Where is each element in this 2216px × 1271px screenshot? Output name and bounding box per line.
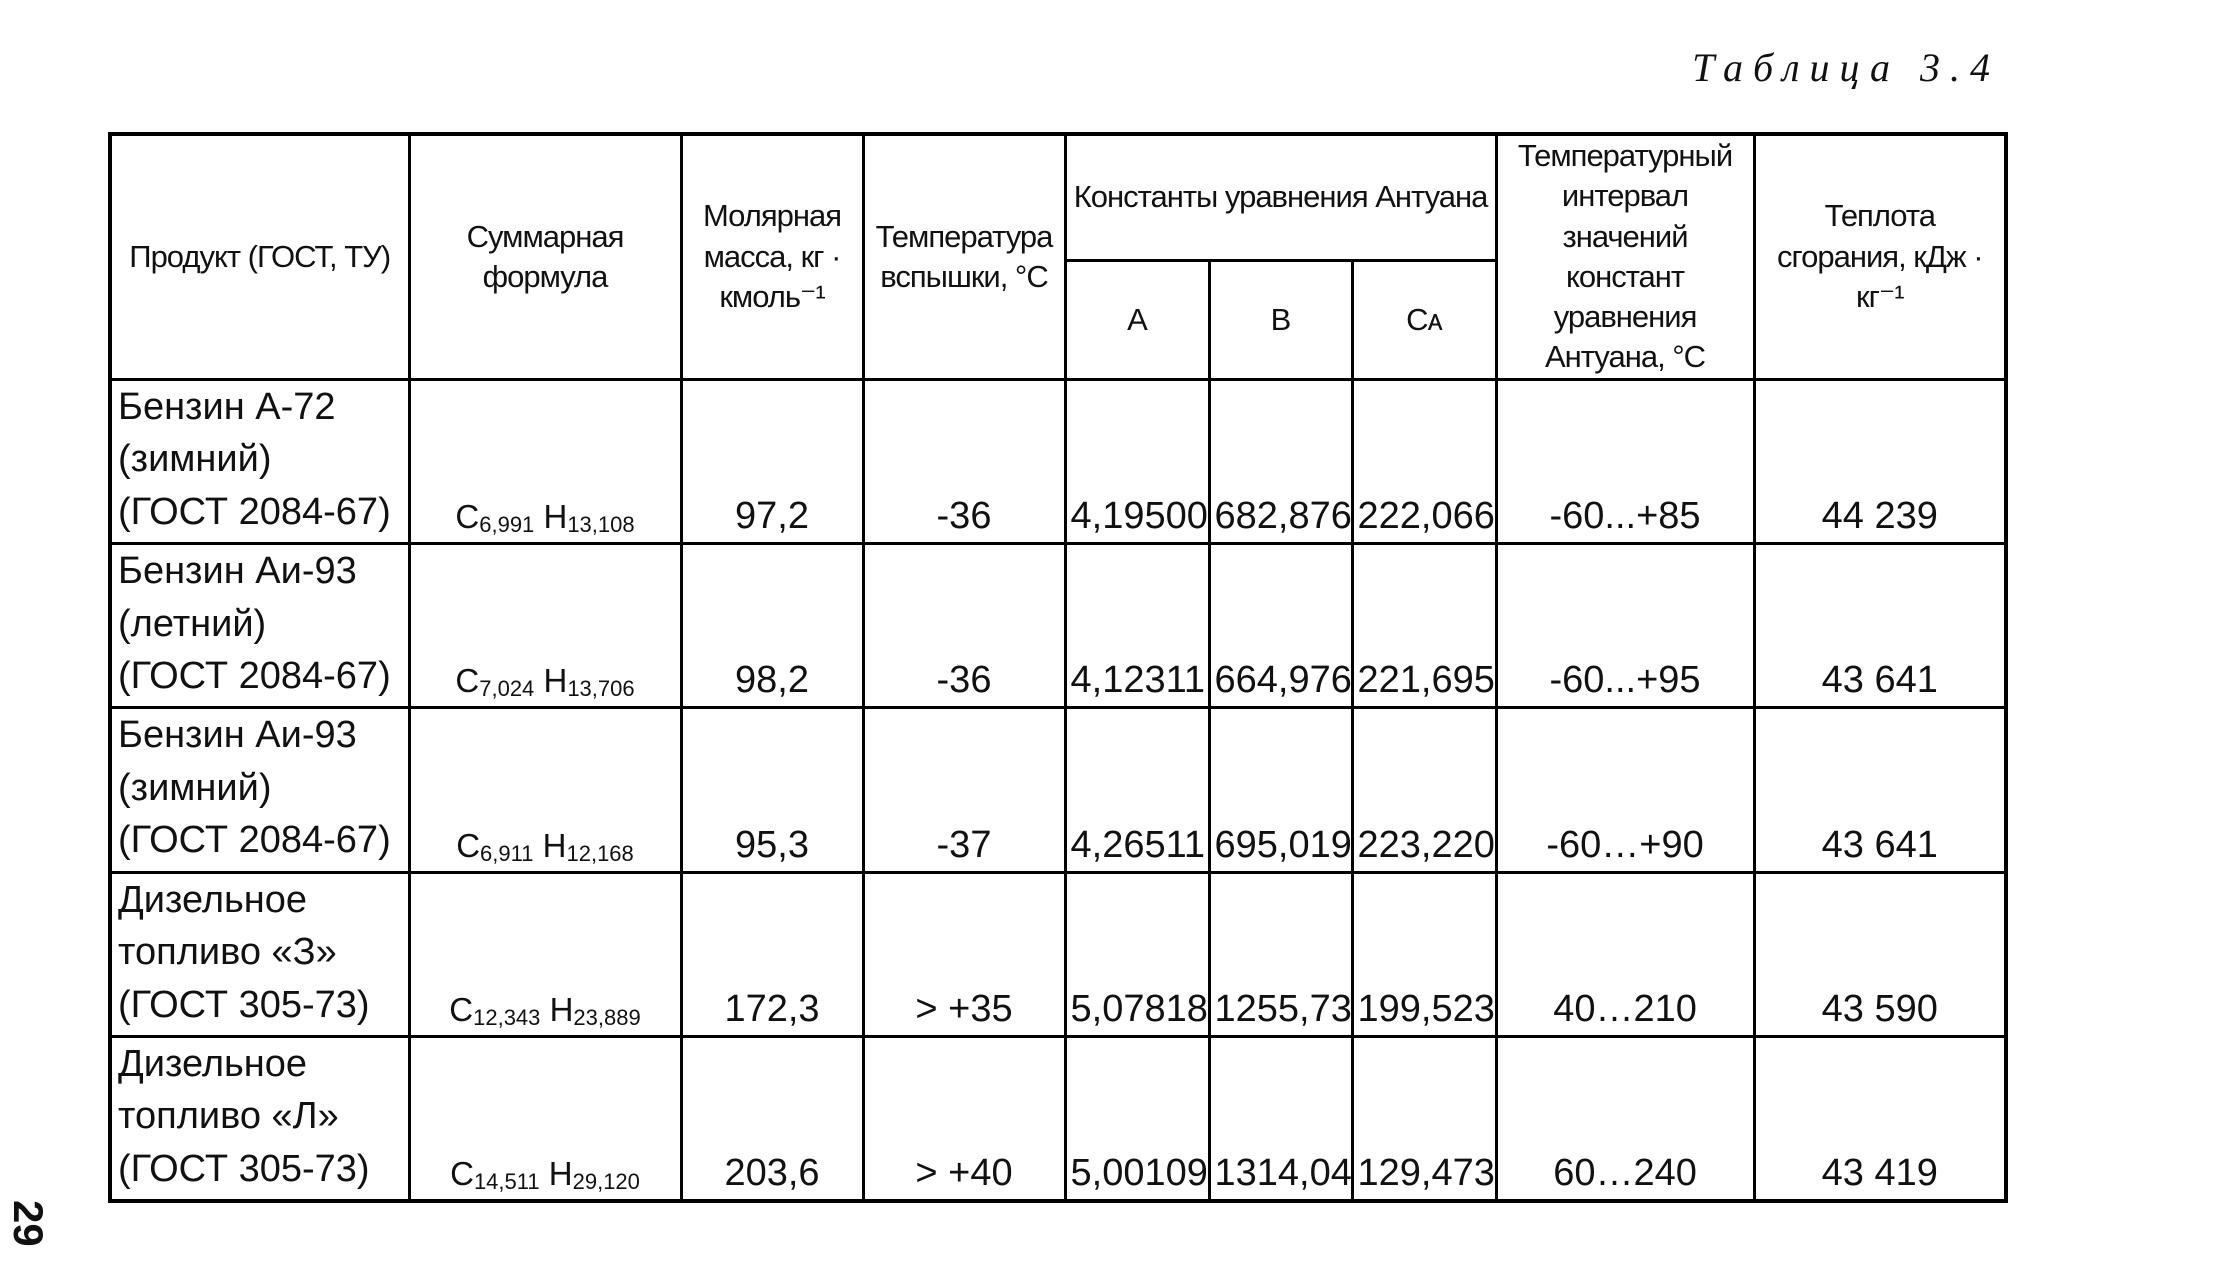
cell-const-b: 682,876 — [1209, 379, 1352, 543]
cell-molar-mass: 203,6 — [681, 1037, 863, 1202]
cell-heat: 43 590 — [1754, 872, 2006, 1036]
cell-temp-interval: -60…+90 — [1496, 708, 1754, 872]
cell-const-b: 1255,73 — [1209, 872, 1352, 1036]
cell-const-b: 1314,04 — [1209, 1037, 1352, 1202]
header-const-b: В — [1209, 260, 1352, 379]
cell-flash-point: -36 — [863, 544, 1065, 708]
header-flash-point: Температура вспышки, °С — [863, 134, 1065, 379]
cell-formula: $C_{7,024}$ $H_{13,706}$ — [409, 544, 681, 708]
page-number: 29 — [5, 1200, 52, 1247]
header-molar-mass: Молярная масса, кг · кмоль⁻¹ — [681, 134, 863, 379]
cell-product: Бензин Аи-93 (зимний) (ГОСТ 2084-67) — [110, 708, 409, 872]
table-caption: Таблица 3.4 — [1692, 45, 2000, 90]
cell-const-a: 4,12311 — [1065, 544, 1209, 708]
header-heat: Теплота сгорания, кДж · кг⁻¹ — [1754, 134, 2006, 379]
cell-const-a: 4,19500 — [1065, 379, 1209, 543]
cell-heat: 44 239 — [1754, 379, 2006, 543]
cell-molar-mass: 98,2 — [681, 544, 863, 708]
cell-product: Дизельное топливо «З» (ГОСТ 305-73) — [110, 872, 409, 1036]
table-row — [110, 708, 2006, 872]
cell-formula: $C_{6,911}$ $H_{12,168}$ — [409, 708, 681, 872]
cell-formula: $C_{6,991}$ $H_{13,108}$ — [409, 379, 681, 543]
cell-flash-point: -36 — [863, 379, 1065, 543]
cell-heat: 43 641 — [1754, 544, 2006, 708]
cell-molar-mass: 97,2 — [681, 379, 863, 543]
table-row — [110, 1037, 2006, 1202]
cell-product: Бензин А-72 (зимний) (ГОСТ 2084-67) — [110, 379, 409, 543]
cell-const-a: 5,07818 — [1065, 872, 1209, 1036]
cell-flash-point: > +35 — [863, 872, 1065, 1036]
header-const-a: А — [1065, 260, 1209, 379]
cell-temp-interval: -60...+85 — [1496, 379, 1754, 543]
cell-temp-interval: 40…210 — [1496, 872, 1754, 1036]
cell-const-ca: 223,220 — [1352, 708, 1496, 872]
cell-product: Дизельное топливо «Л» (ГОСТ 305-73) — [110, 1037, 409, 1202]
header-product: Продукт (ГОСТ, ТУ) — [110, 134, 409, 379]
cell-temp-interval: -60...+95 — [1496, 544, 1754, 708]
header-formula: Суммарная формула — [409, 134, 681, 379]
header-antoine-constants: Константы уравнения Антуана — [1065, 134, 1496, 260]
table-row — [110, 544, 2006, 708]
cell-const-ca: 221,695 — [1352, 544, 1496, 708]
table-row — [110, 379, 2006, 543]
cell-temp-interval: 60…240 — [1496, 1037, 1754, 1202]
cell-product: Бензин Аи-93 (летний) (ГОСТ 2084-67) — [110, 544, 409, 708]
header-row — [110, 134, 2006, 260]
cell-formula: $C_{12,343}$ $H_{23,889}$ — [409, 872, 681, 1036]
cell-flash-point: -37 — [863, 708, 1065, 872]
cell-const-a: 5,00109 — [1065, 1037, 1209, 1202]
cell-heat: 43 641 — [1754, 708, 2006, 872]
cell-const-ca: 222,066 — [1352, 379, 1496, 543]
cell-heat: 43 419 — [1754, 1037, 2006, 1202]
header-const-ca: Cᴀ — [1352, 260, 1496, 379]
cell-molar-mass: 95,3 — [681, 708, 863, 872]
cell-molar-mass: 172,3 — [681, 872, 863, 1036]
cell-formula: $C_{14,511}$ $H_{29,120}$ — [409, 1037, 681, 1202]
cell-const-b: 664,976 — [1209, 544, 1352, 708]
cell-const-b: 695,019 — [1209, 708, 1352, 872]
cell-flash-point: > +40 — [863, 1037, 1065, 1202]
header-temp-interval: Температурный интервал значений констант уравнения Антуана, °С — [1496, 134, 1754, 379]
data-table — [108, 132, 2008, 1203]
cell-const-ca: 129,473 — [1352, 1037, 1496, 1202]
cell-const-ca: 199,523 — [1352, 872, 1496, 1036]
cell-const-a: 4,26511 — [1065, 708, 1209, 872]
table-row — [110, 872, 2006, 1036]
